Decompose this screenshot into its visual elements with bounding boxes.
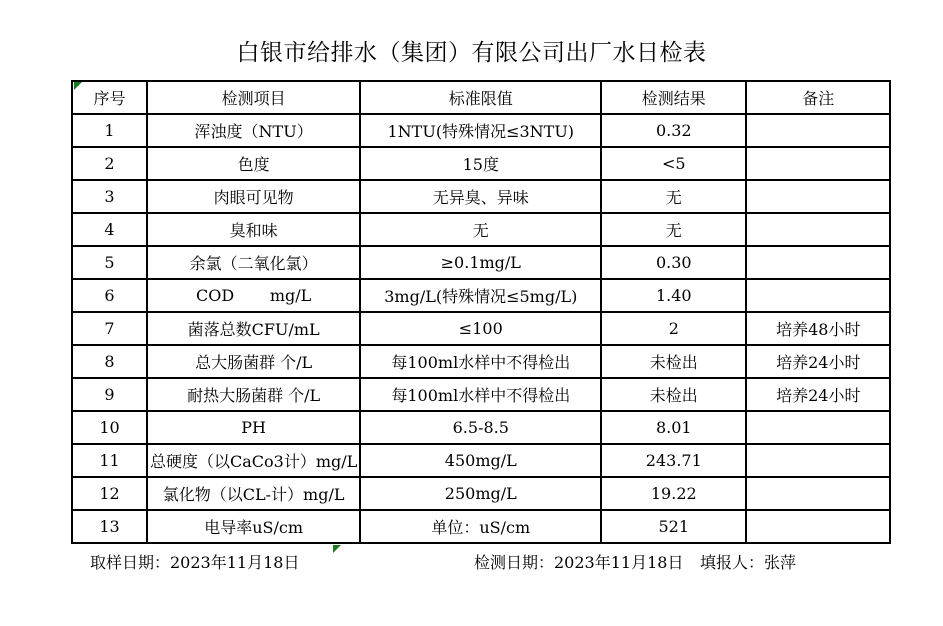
result-cell: 8.01: [601, 411, 746, 444]
result-cell: 未检出: [601, 378, 746, 411]
limit-cell: 每100ml水样中不得检出: [360, 345, 601, 378]
limit-cell: 每100ml水样中不得检出: [360, 378, 601, 411]
row-number-cell: 9: [72, 378, 147, 411]
table-row: [72, 411, 890, 444]
row-number-cell: 2: [72, 147, 147, 180]
limit-cell: 450mg/L: [360, 444, 601, 477]
row-number-cell: 1: [72, 114, 147, 147]
row-number-cell: 4: [72, 213, 147, 246]
table-row: [72, 114, 890, 147]
note-cell: [746, 114, 890, 147]
note-cell: 培养48小时: [746, 312, 890, 345]
table-row: [72, 213, 890, 246]
table-row: [72, 279, 890, 312]
limit-cell: 250mg/L: [360, 477, 601, 510]
limit-cell: 无: [360, 213, 601, 246]
result-cell: 0.32: [601, 114, 746, 147]
result-cell: 2: [601, 312, 746, 345]
item-cell: 总大肠菌群 个/L: [147, 345, 360, 378]
inspection-table: [71, 80, 891, 544]
item-cell: PH: [147, 411, 360, 444]
note-cell: [746, 510, 890, 543]
footer: [0, 550, 943, 574]
limit-cell: 单位：uS/cm: [360, 510, 601, 543]
limit-cell: ≥0.1mg/L: [360, 246, 601, 279]
table-row: [72, 444, 890, 477]
row-number-cell: 12: [72, 477, 147, 510]
result-cell: 243.71: [601, 444, 746, 477]
limit-cell: 6.5-8.5: [360, 411, 601, 444]
table-row: [72, 510, 890, 543]
row-number-cell: 7: [72, 312, 147, 345]
item-cell: 肉眼可见物: [147, 180, 360, 213]
item-cell: 氯化物（以CL-计）mg/L: [147, 477, 360, 510]
table-row: [72, 180, 890, 213]
note-cell: [746, 411, 890, 444]
note-cell: [746, 444, 890, 477]
table-row: [72, 477, 890, 510]
col-header-result: 检测结果: [601, 81, 746, 114]
note-cell: 培养24小时: [746, 345, 890, 378]
table-row: [72, 345, 890, 378]
result-cell: 19.22: [601, 477, 746, 510]
item-cell: 菌落总数CFU/mL: [147, 312, 360, 345]
row-number-cell: 8: [72, 345, 147, 378]
col-header-no: 序号: [72, 81, 147, 114]
note-cell: [746, 213, 890, 246]
col-header-item: 检测项目: [147, 81, 360, 114]
result-cell: 无: [601, 180, 746, 213]
note-cell: [746, 180, 890, 213]
limit-cell: 3mg/L(特殊情况≤5mg/L): [360, 279, 601, 312]
item-cell: 耐热大肠菌群 个/L: [147, 378, 360, 411]
note-cell: [746, 246, 890, 279]
row-number-cell: 5: [72, 246, 147, 279]
note-cell: [746, 147, 890, 180]
item-cell: 总硬度（以CaCo3计）mg/L: [147, 444, 360, 477]
item-cell: 余氯（二氧化氯）: [147, 246, 360, 279]
item-cell: 色度: [147, 147, 360, 180]
table-row: [72, 147, 890, 180]
result-cell: 0.30: [601, 246, 746, 279]
note-cell: [746, 279, 890, 312]
result-cell: 未检出: [601, 345, 746, 378]
test-date: 检测日期：2023年11月18日: [474, 553, 684, 572]
limit-cell: 无异臭、异味: [360, 180, 601, 213]
row-number-cell: 11: [72, 444, 147, 477]
item-cell: COD mg/L: [147, 279, 360, 312]
result-cell: 1.40: [601, 279, 746, 312]
row-number-cell: 6: [72, 279, 147, 312]
table-row: [72, 246, 890, 279]
col-header-note: 备注: [746, 81, 890, 114]
limit-cell: 15度: [360, 147, 601, 180]
item-cell: 电导率uS/cm: [147, 510, 360, 543]
header-row: [72, 81, 890, 114]
limit-cell: ≤100: [360, 312, 601, 345]
row-number-cell: 10: [72, 411, 147, 444]
sampling-date: 取样日期：2023年11月18日: [90, 553, 300, 572]
table-row: [72, 312, 890, 345]
result-cell: 无: [601, 213, 746, 246]
row-number-cell: 3: [72, 180, 147, 213]
table-row: [72, 378, 890, 411]
limit-cell: 1NTU(特殊情况≤3NTU): [360, 114, 601, 147]
reporter-name: 填报人：张萍: [700, 553, 797, 572]
result-cell: <5: [601, 147, 746, 180]
item-cell: 浑浊度（NTU）: [147, 114, 360, 147]
result-cell: 521: [601, 510, 746, 543]
page-title: 白银市给排水（集团）有限公司出厂水日检表: [236, 40, 707, 66]
col-header-limit: 标准限值: [360, 81, 601, 114]
note-cell: [746, 477, 890, 510]
row-number-cell: 13: [72, 510, 147, 543]
note-cell: 培养24小时: [746, 378, 890, 411]
item-cell: 臭和味: [147, 213, 360, 246]
